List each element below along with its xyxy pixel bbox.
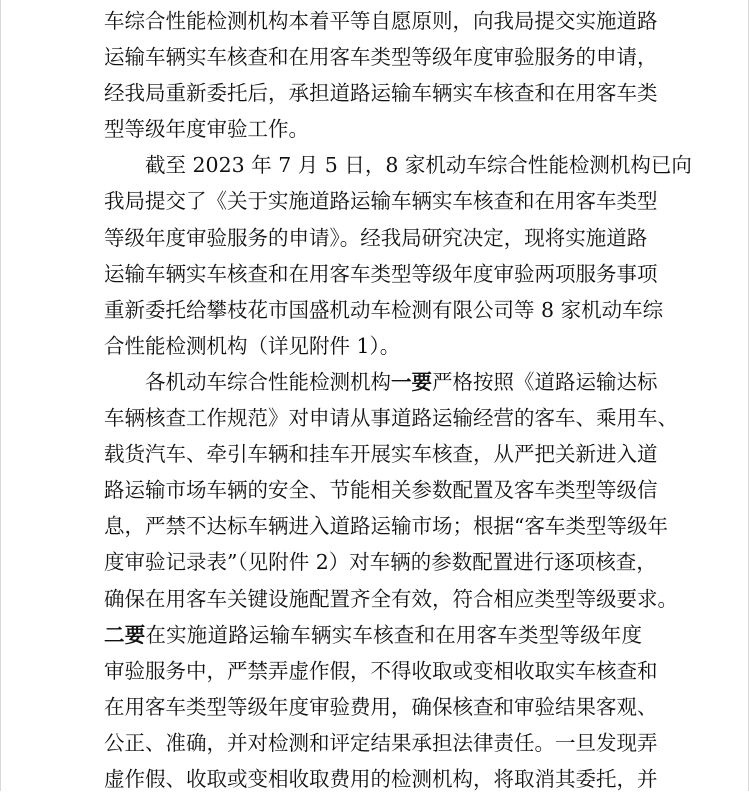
- text-line: 我局提交了《关于实施道路运输车辆实车核查和在用客车类型: [104, 189, 658, 214]
- text-line: 运输车辆实车核查和在用客车类型等级年度审验服务的申请，: [104, 45, 658, 70]
- text-line: [104, 617, 642, 653]
- paragraph-2: [104, 147, 692, 364]
- text-line: 息，严禁不达标车辆进入道路运输市场；根据“客车类型等级年: [104, 514, 668, 539]
- text-run: 严格按照《道路运输达标: [432, 369, 658, 394]
- document-body: [104, 3, 692, 797]
- text-run: 各机动车综合性能检测机构: [145, 369, 391, 394]
- text-line: 在用客车类型等级年度审验费用，确保核查和审验结果客观、: [104, 694, 658, 719]
- text-line: 确保在用客车关键设施配置齐全有效，符合相应类型等级要求。: [104, 586, 678, 611]
- text-line: 截至 2023 年 7 月 5 日，8 家机动车综合性能检测机构已向: [145, 153, 692, 178]
- text-line: 运输车辆实车核查和在用客车类型等级年度审验两项服务事项: [104, 261, 658, 286]
- text-line: 公正、准确，并对检测和评定结果承担法律责任。一旦发现弄: [104, 730, 658, 755]
- text-run: 在实施道路运输车辆实车核查和在用客车类型等级年度: [145, 622, 643, 647]
- text-line: 虚作假、收取或变相收取费用的检测机构，将取消其委托，并: [104, 766, 658, 791]
- text-line: 载货汽车、牵引车辆和挂车开展实车核查，从严把关新进入道: [104, 442, 658, 467]
- text-line: 型等级年度审验工作。: [104, 117, 309, 142]
- emphasis-second: 二要: [104, 622, 146, 647]
- text-line: 度审验记录表”（见附件 2）对车辆的参数配置进行逐项核查，: [104, 550, 657, 575]
- paragraph-1: [104, 3, 658, 147]
- paragraph-3: [104, 364, 678, 797]
- emphasis-first: 一要: [391, 369, 432, 394]
- text-line: 经我局重新委托后，承担道路运输车辆实车核查和在用客车类: [104, 81, 658, 106]
- text-line: 车综合性能检测机构本着平等自愿原则，向我局提交实施道路: [104, 9, 658, 33]
- text-line: 审验服务中，严禁弄虚作假，不得收取或变相收取实车核查和: [104, 658, 658, 683]
- text-line: 重新委托给攀枝花市国盛机动车检测有限公司等 8 家机动车综: [104, 297, 664, 322]
- text-line: 路运输市场车辆的安全、节能相关参数配置及客车类型等级信: [104, 478, 658, 503]
- text-line: [104, 364, 658, 400]
- text-line: 等级年度审验服务的申请》。经我局研究决定，现将实施道路: [104, 225, 648, 250]
- text-line: 合性能检测机构（详见附件 1）。: [104, 333, 401, 358]
- text-line: 车辆核查工作规范》对申请从事道路运输经营的客车、乘用车、: [104, 406, 678, 431]
